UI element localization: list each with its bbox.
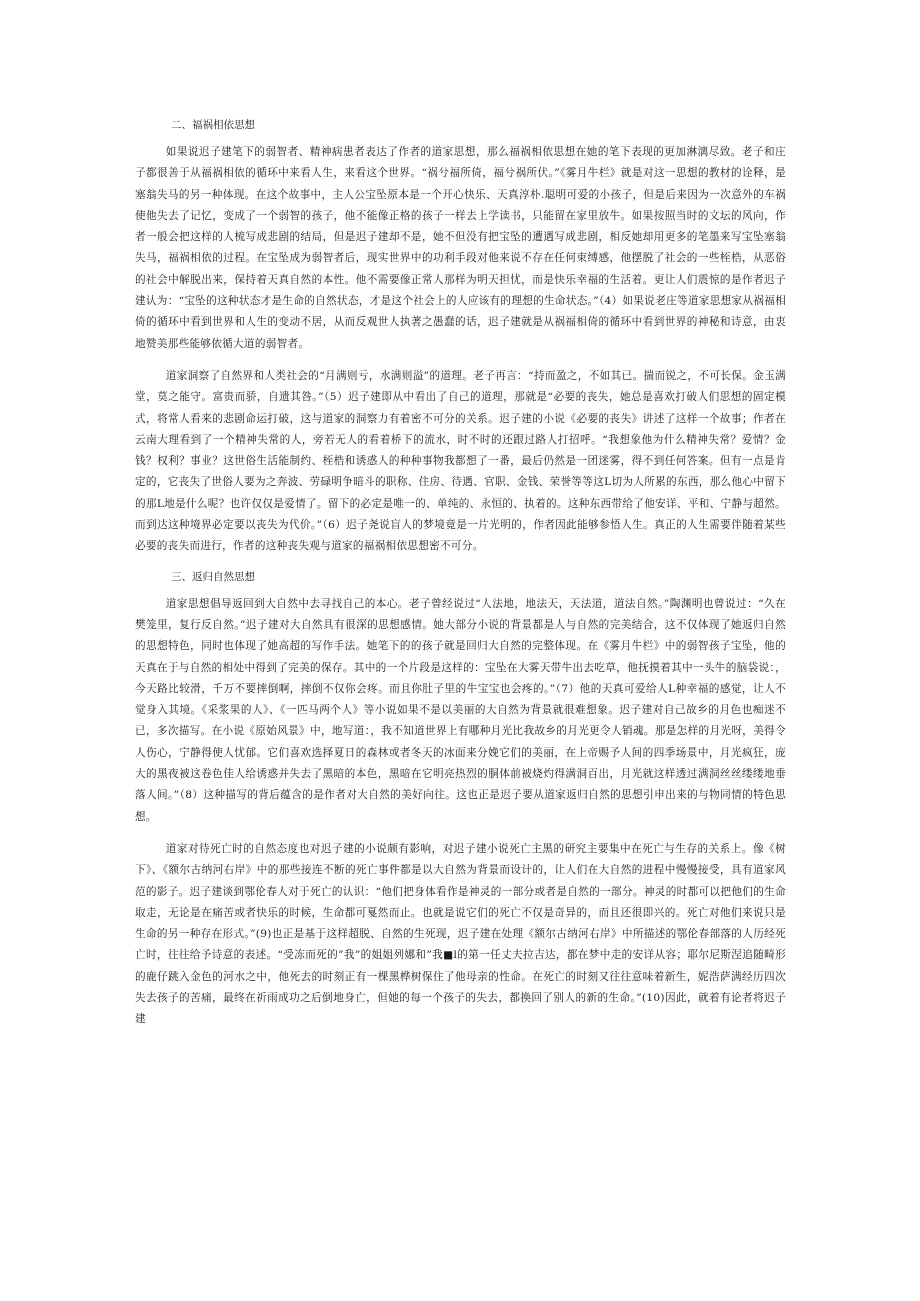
section-heading-2: 二、福祸相依思想 xyxy=(171,119,255,131)
paragraph-1: 如果说迟子建笔下的弱智者、精神病患者表达了作者的道家思想，那么福祸相依思想在她的笔下表现的更加淋漓尽致。老子和庄子都很善于从福祸相依的循环中来看人生，来看这个世界。“祸兮福所倚，福兮祸所伏。”《雾月牛栏》就是对这一思想的教材的诠释，是塞翁失马的另一种体现。在这个故事中，主人公宝坠原本是一个开心快乐、天真淳朴.聪明可爱的小孩子，但是后来因为一次意外的车祸使他失去了记忆，变成了一个弱智的孩子，他不能像正格的孩子一样去上学读书，只能留在家里放牛。如果按照当时的文坛的风向，作者一般会把这样的人梳写成悲剧的结局，但是迟子建却不是，她不但没有把宝坠的遭遇写成悲剧，相反她却用更多的笔墨来写宝坠塞翁失马，福祸相依的过程。在宝坠成为弱智者后，现实世界中的功利手段对他来说不存在任何束缚感，他摆脱了社会的一些桎梏，从恶俗的社会中解脱出来，保持着天真自然的本性。他不需要像正常人那样为明天担忧，而是快乐幸福的生活着。更让人们震惊的是作者迟子建认为：“宝坠的这种状态才是生命的自然状态，才是这个社会上的人应该有的理想的生命状态。”（4）如果说老庄等道家思想家从祸福相倚的循环中看到世界和人生的变动不居，从而反观世人执著之愚蠢的话，迟子建就是从祸福相倚的循环中看到世界的神秘和诗意，由衷地赞美那些能够依循大道的弱智者。 xyxy=(135,146,786,350)
document-page xyxy=(135,118,786,1031)
paragraph-4: 道家对待死亡时的自然态度也对迟子建的小说颇有影响，对迟子建小说死亡主黑的研究主要集中在死亡与生存的关系上。像《树下》、《额尔古纳河右岸》中的那些接连不断的死亡事件都是以大自然为背景而设计的，让人们在大自然的进程中慢慢接受，具有道家风范的影子。迟子建谈到鄂伦春人对于死亡的认识：“他们把身体看作是神灵的一部分或者是自然的一部分。神灵的时都可以把他们的生命取走，无论是在痛苦或者快乐的时候，生命都可戛然而止。也就是说它们的死亡不仅是奇异的，而且还很即兴的。死亡对他们来说只是生命的另一种存在形式。”(9)也正是基于这样超脱、自然的生死现，迟子建在处理《额尔古纳河右岸》中所描述的鄂伦春部落的人历经死亡时，往往给予诗意的表述。“受冻而死的”我”的姐姐列娜和”我■l的第一任丈夫拉吉达，都在梦中走的安详从容；耶尔尼斯涅追随畸形的鹿仔跳入金色的河水之中，他死去的时刻正有一棵黑桦树保住了他母亲的性命。在死亡的时刻又往往意味着新生，妮浩萨满经历四次失去孩子的苦痛，最终在祈雨成功之后倒地身亡，但她的每一个孩子的失去，都换回了别人的新的生命。”(10)因此，就着有论者将迟子建 xyxy=(135,842,786,1026)
paragraph-2: 道家洞察了自然界和人类社会的“月满则亏，水满则溢”的道理。老子再言：“持而盈之，不如其已。揣而锐之，不可长保。金玉满堂，莫之能守。富贵而骄，自遗其咎。”（5）迟子建即从中看出了自己的道理，那就是“必要的丧失，她总是喜欢打破人们思想的固定模式，将常人看来的悲剧命运打破，这与道家的洞察力有着密不可分的关系。迟子建的小说《必要的丧失》讲述了这样一个故事；作者在云南大理看到了一个精神失常的人，旁若无人的看着桥下的流水，时不时的还跟过路人打招呼。“我想象他为什么精神失常？爱情？金钱？权利？事业？这世俗生活能制约、桎梏和诱惑人的种种事物我都想了一番，最后仍然是一团迷雾，得不到任何答案。但有一点是肯定的，它丧失了世俗人要为之奔波、劳碌明争暗斗的职称、住房、待遇、官职、金钱、荣誉等等这L切为人所累的东西，那么他心中留下的那L地是什么呢？也许仅仅是爱情了。留下的必定是唯一的、单纯的、永恒的、执着的。这种东西带给了他安详、平和、宁静与超然。而到达这种境界必定要以丧失为代价。”（6）迟子尧说盲人的梦境竟是一片光明的，作者因此能够参悟人生。真正的人生需要伴随着某些必要的丧失而进行，作者的这种丧失观与道家的福祸相依思想密不可分。 xyxy=(135,369,786,553)
paragraph-3: 道家思想倡导返回到大自然中去寻找自己的本心。老子曾经说过“人法地，地法天，天法道，道法自然。”陶渊明也曾说过：“久在樊笼里，复行反自然。”迟子建对大自然具有很深的思想感情。她大部分小说的背景都是人与自然的完美结合，这不仅体现了她返归自然的思想特色，同时也体现了她高超的写作手法。她笔下的的孩子就是回归大自然的完整体现。在《雾月牛栏》中的弱智孩子宝坠，他的天真在于与自然的相处中得到了完美的保存。其中的一个片段是这样的：宝坠在大雾天带牛出去吃草，他抚摸着其中一头牛的脑袋说：，今天路比较滑，千万不要摔倒啊，摔倒不仅你会疼。而且你肚子里的牛宝宝也会疼的。”（7）他的天真可爱给人L种幸福的感觉，让人不觉身入其境。《采浆果的人》、《一匹马两个人》等小说如果不是以美丽的大自然为背景就很难想象。迟子建对自己故乡的月色也痴迷不已，多次描写。在小说《原始风景》中，地写道：，我不知道世界上有哪种月光比我故乡的月光更令人销魂。那是怎样的月光呀，美得令人伤心，宁静得使人忧郁。它们喜欢选择夏日的森林或者冬天的冰面来分娩它们的美丽，在上帝赐予人间的四季场景中，月光疯狂，庞大的黑夜被这卷色佳人给诱惑并失去了黑暗的本色，黑暗在它明亮热烈的胴体前被烧灼得满洞百出，月光就这样透过满洞丝丝缕缕地垂落人间。”（8）这种描写的背后蕴含的是作者对大自然的美好向往。这也正是迟子要从道家返归自然的思想引申出来的与物同情的特色思想。 xyxy=(135,597,786,823)
section-heading-3: 三、返归自然思想 xyxy=(171,570,255,583)
